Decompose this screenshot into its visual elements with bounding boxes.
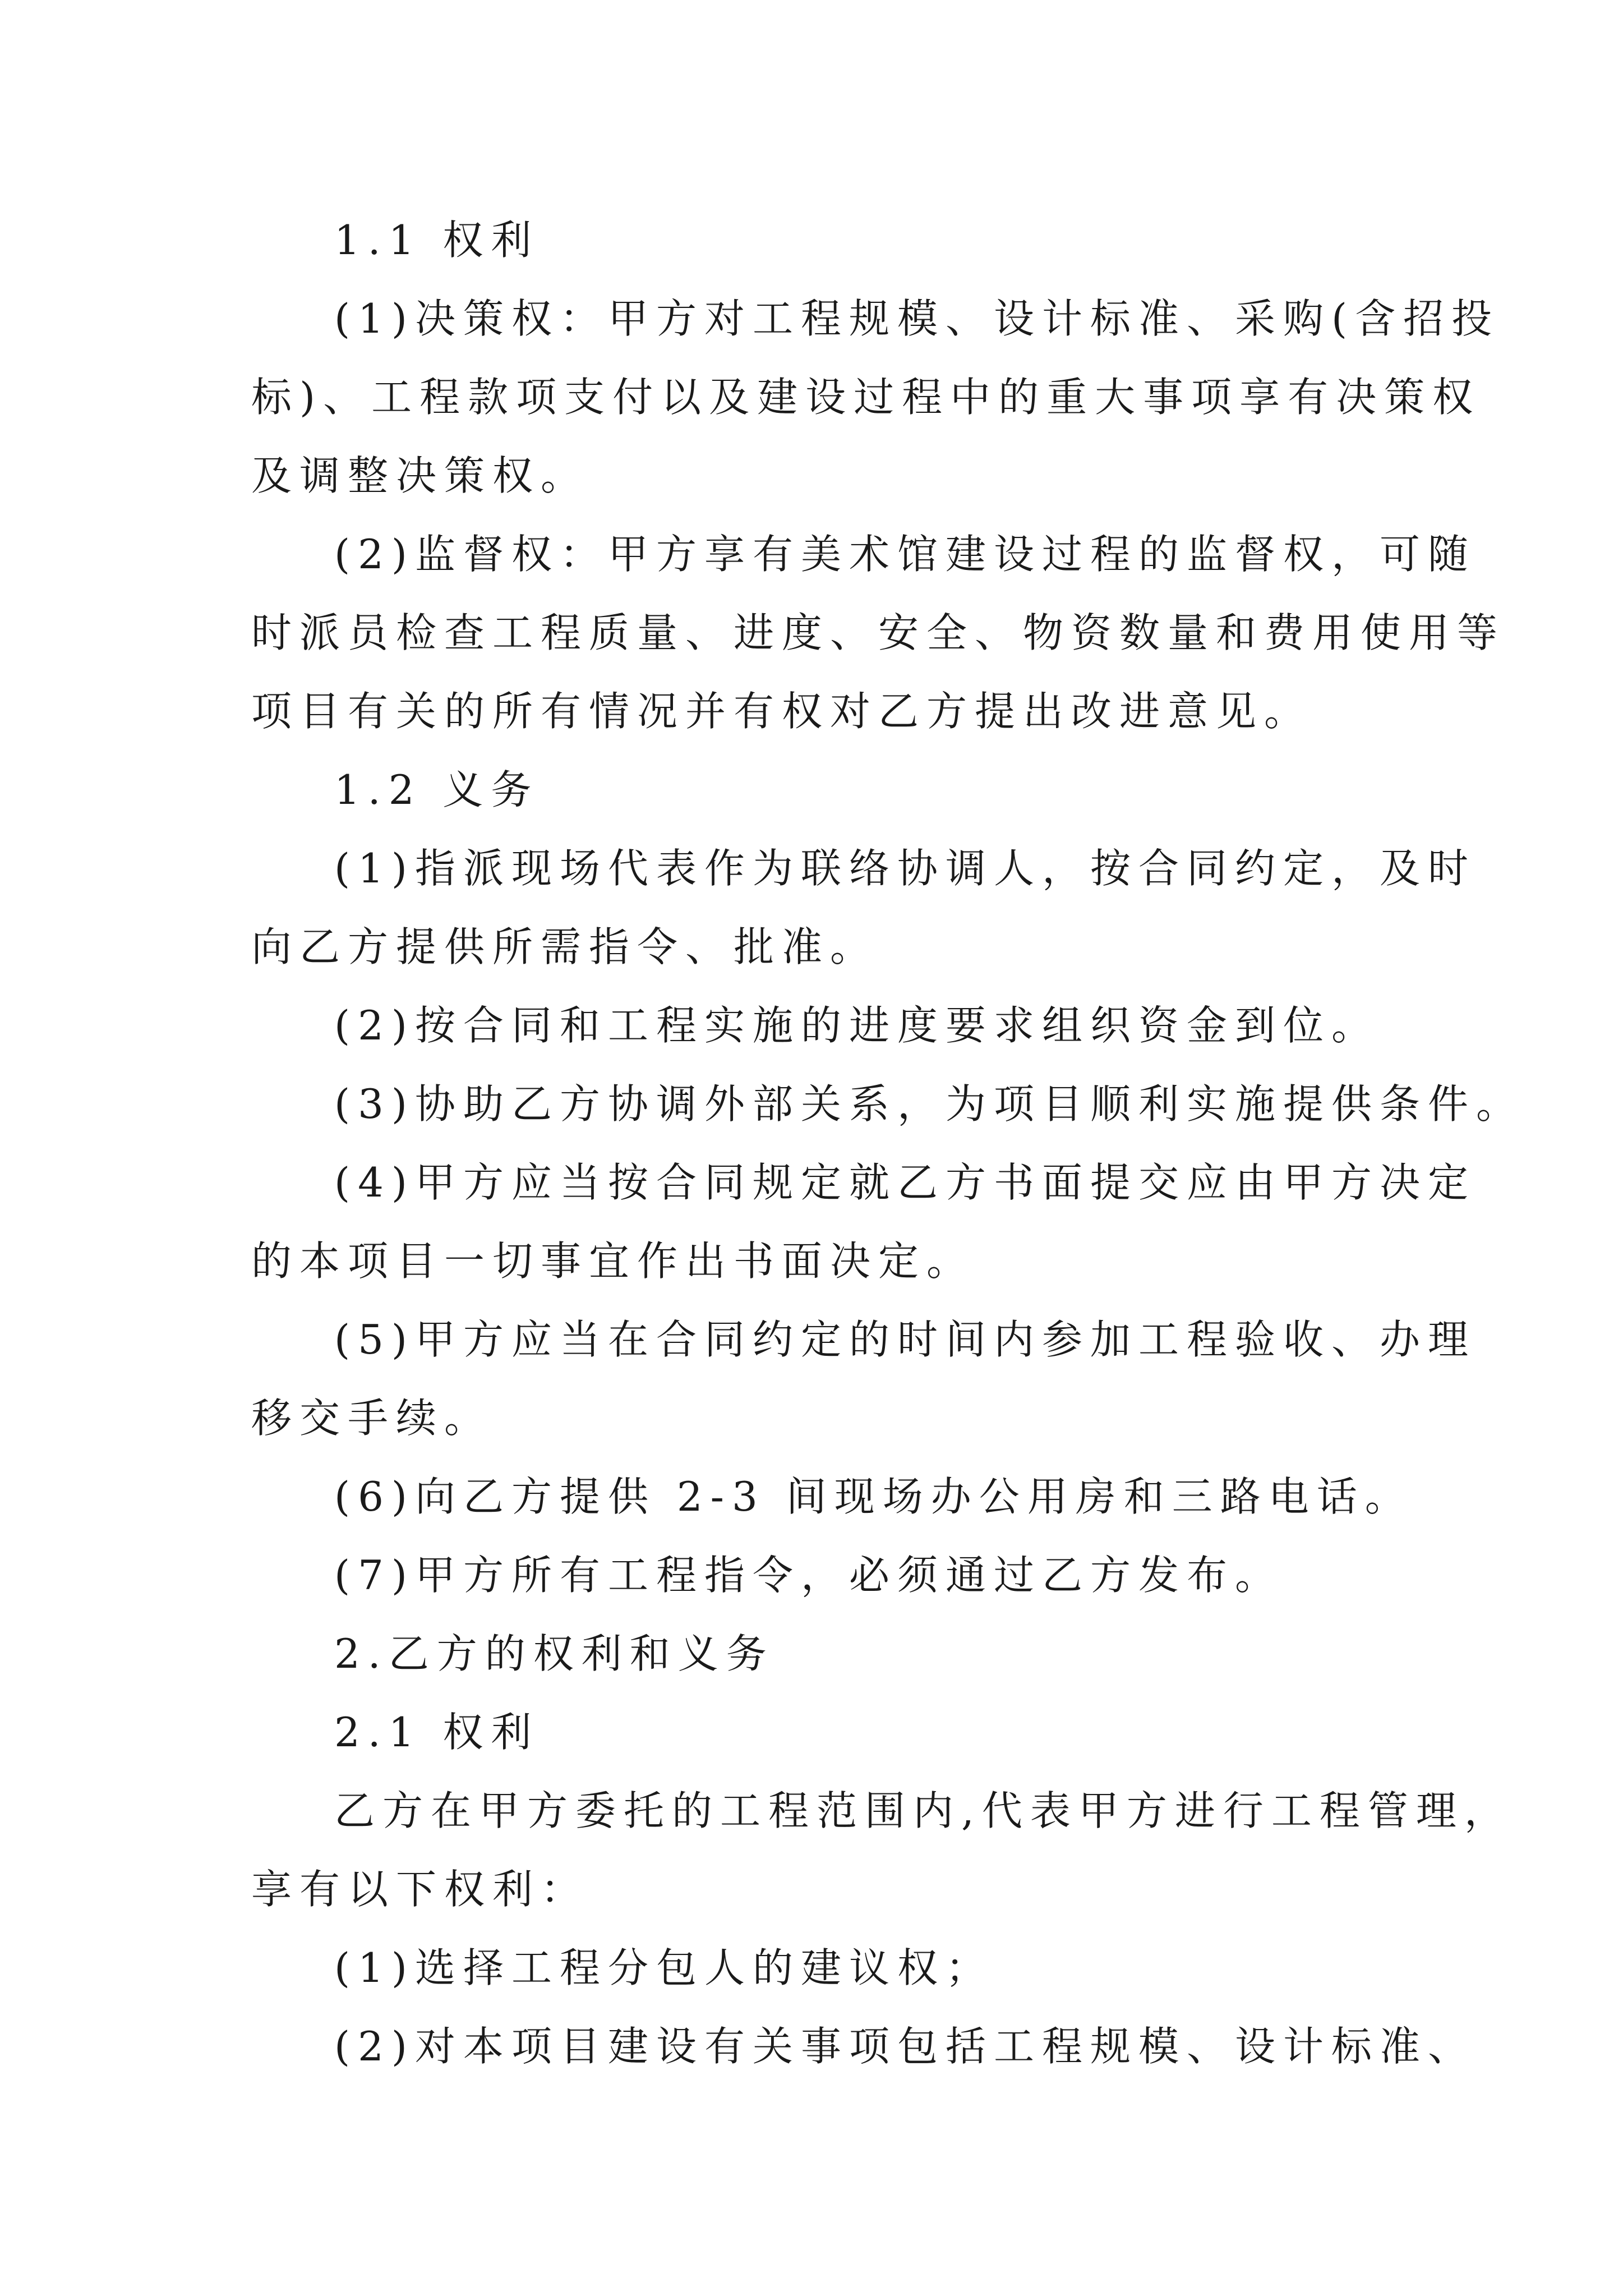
- section-heading-2-1: 2.1 权利: [334, 1709, 540, 1756]
- section-heading-2: 2.乙方的权利和义务: [334, 1630, 774, 1677]
- paragraph-line: 享有以下权利：: [251, 1866, 589, 1913]
- paragraph-line: 标)、工程款项支付以及建设过程中的重大事项享有决策权: [251, 374, 1481, 421]
- paragraph-line: (7)甲方所有工程指令，必须通过乙方发布。: [334, 1552, 1283, 1599]
- paragraph-line: (2)按合同和工程实施的进度要求组织资金到位。: [334, 1002, 1380, 1049]
- paragraph-line: (3)协助乙方协调外部关系，为项目顺利实施提供条件。: [334, 1080, 1524, 1128]
- paragraph-line: 乙方在甲方委托的工程范围内,代表甲方进行工程管理，: [334, 1787, 1513, 1834]
- paragraph-line: (6)向乙方提供 2-3 间现场办公用房和三路电话。: [334, 1473, 1413, 1520]
- paragraph-line: (2)对本项目建设有关事项包括工程规模、设计标准、: [334, 2023, 1476, 2070]
- paragraph-line: (1)选择工程分包人的建议权；: [334, 1944, 994, 1991]
- paragraph-line: 向乙方提供所需指令、批准。: [251, 923, 879, 970]
- paragraph-line: 及调整决策权。: [251, 452, 589, 499]
- paragraph-line: 移交手续。: [251, 1395, 493, 1442]
- paragraph-line: (1)指派现场代表作为联络协调人，按合同约定，及时: [334, 845, 1476, 892]
- paragraph-line: 项目有关的所有情况并有权对乙方提出改进意见。: [251, 688, 1313, 735]
- paragraph-line: 的本项目一切事宜作出书面决定。: [251, 1237, 975, 1285]
- paragraph-line: (2)监督权：甲方享有美术馆建设过程的监督权，可随: [334, 531, 1476, 578]
- paragraph-line: (5)甲方应当在合同约定的时间内参加工程验收、办理: [334, 1316, 1476, 1363]
- paragraph-line: (1)决策权：甲方对工程规模、设计标准、采购(含招投: [334, 295, 1500, 342]
- section-heading-1-2: 1.2 义务: [334, 766, 540, 813]
- paragraph-line: (4)甲方应当按合同规定就乙方书面提交应由甲方决定: [334, 1159, 1476, 1206]
- section-heading-1-1: 1.1 权利: [334, 217, 540, 264]
- paragraph-line: 时派员检查工程质量、进度、安全、物资数量和费用使用等: [251, 609, 1506, 656]
